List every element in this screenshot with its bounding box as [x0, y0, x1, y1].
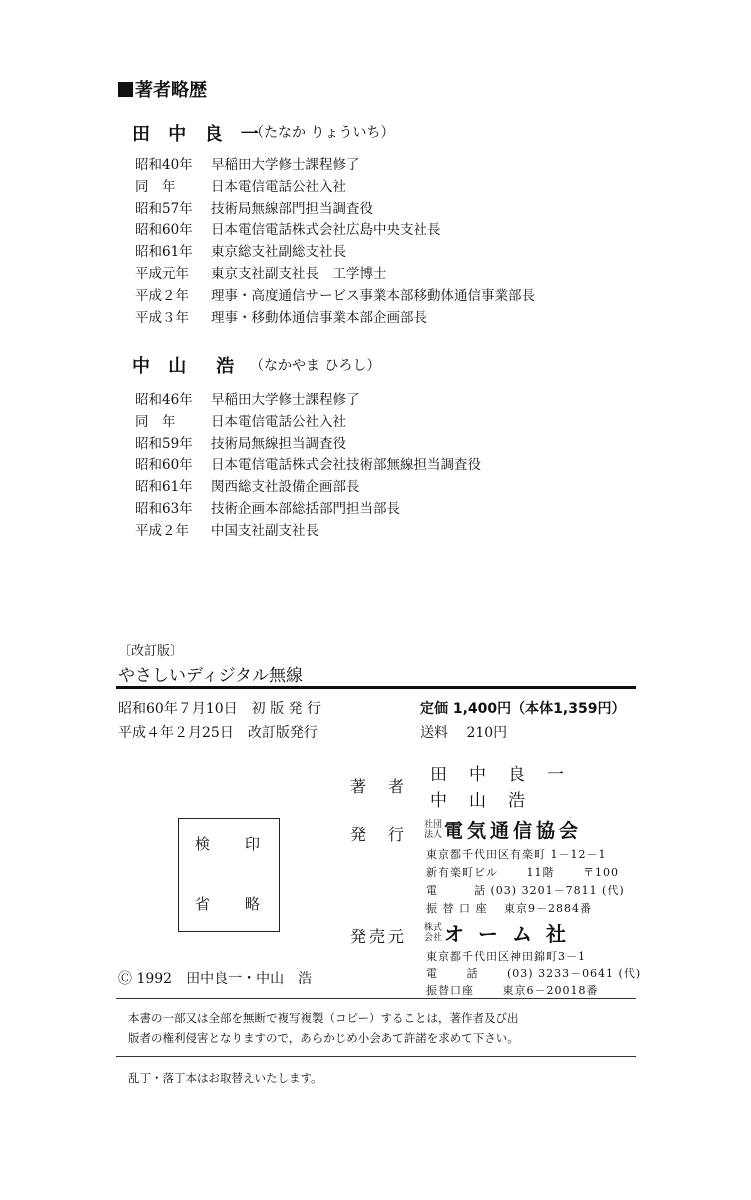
title-rule: [116, 686, 636, 689]
seller-prefix: [424, 923, 442, 943]
publisher-tel: 電 話 (03) 3201－7811 (代): [426, 884, 625, 897]
history-text: 関西総支社設備企画部長: [211, 479, 360, 496]
history-text: 早稲田大学修士課程修了: [211, 392, 360, 408]
publisher-address-1: 東京都千代田区有楽町 1－12－1: [426, 848, 607, 861]
history-year: 平成２年: [135, 522, 189, 539]
author1-reading: （たなか りょういち）: [250, 125, 395, 141]
history-row: [135, 175, 346, 195]
publisher-label: 発 行: [350, 825, 408, 844]
seller-tel: 電 話 (03) 3233－0641 (代): [426, 967, 642, 980]
history-row: [135, 497, 400, 517]
history-text: 東京総支社副総支社長: [211, 244, 346, 261]
square-bullet-icon: [118, 82, 133, 97]
author2-reading: （なかやま ひろし）: [250, 358, 381, 374]
publisher-prefix: [424, 820, 442, 840]
history-year: 昭和60年: [135, 457, 193, 474]
copyright: Ⓒ 1992 田中良一・中山 浩: [118, 971, 313, 987]
history-row: [135, 218, 441, 238]
stamp-char-2: 印: [245, 835, 261, 853]
notice-line-1: 本書の一部又は全部を無断で複写複製（コピー）することは，著作者及び出: [128, 1011, 519, 1025]
author-line-1: 田中良一: [430, 765, 586, 785]
notice-line-2: 版者の権利侵害となりますので，あらかじめ小会あて許諾を求めて下さい。: [128, 1031, 519, 1045]
stamp-char-1: 検: [195, 835, 211, 853]
shipping: 送料 210円: [420, 725, 508, 741]
seller-prefix-bottom: 会社: [424, 932, 443, 943]
seller-transfer: 振替口座 東京6－20018番: [426, 984, 599, 997]
history-year: 昭和61年: [135, 244, 193, 261]
history-row: [135, 519, 319, 539]
history-text: 早稲田大学修士課程修了: [211, 157, 360, 173]
history-row: [135, 284, 535, 304]
history-year: 昭和59年: [135, 435, 193, 452]
history-text: 技術局無線担当調査役: [211, 435, 346, 452]
history-year: 昭和40年: [135, 157, 193, 173]
authors-label: 著 者: [350, 777, 408, 796]
history-row: [135, 453, 481, 473]
notice-bottom-rule: [116, 1056, 636, 1057]
history-row: [135, 262, 387, 282]
history-text: 日本電信電話公社入社: [211, 178, 346, 195]
price: 定価 1,400円（本体1,359円）: [420, 701, 626, 717]
edition-tag: 〔改訂版〕: [118, 644, 184, 659]
history-row: [135, 197, 373, 217]
issue-date-2: 平成４年２月25日 改訂版発行: [118, 725, 318, 741]
book-title: やさしいディジタル無線: [118, 666, 303, 686]
section-title: [118, 76, 207, 102]
history-row: [135, 153, 360, 173]
history-year: 平成３年: [135, 309, 189, 326]
history-year: 昭和61年: [135, 479, 193, 496]
history-text: 日本電信電話公社入社: [211, 413, 346, 430]
history-year: 同 年: [135, 413, 176, 430]
publisher-address-2: 新有楽町ビル 11階 〒100: [426, 866, 619, 879]
author2-name: 中 山 浩: [132, 356, 241, 377]
history-year: 昭和63年: [135, 501, 193, 517]
seller-name: オーム社: [444, 922, 581, 946]
history-row: [135, 388, 360, 408]
history-row: [135, 475, 360, 495]
author1-name: 田 中 良 一: [132, 124, 265, 145]
history-text: 東京支社副支社長 工学博士: [211, 266, 387, 282]
history-year: 昭和57年: [135, 200, 193, 217]
history-row: [135, 410, 346, 430]
publisher-prefix-top: 社団: [424, 819, 443, 830]
history-text: 日本電信電話株式会社技術部無線担当調査役: [211, 457, 481, 474]
seller-prefix-top: 株式: [424, 922, 443, 933]
notice-top-rule: [116, 998, 636, 999]
section-title-text: 著者略歴: [135, 80, 207, 101]
history-text: 中国支社副支社長: [211, 522, 319, 539]
history-year: 昭和60年: [135, 222, 193, 239]
history-row: [135, 240, 346, 260]
misprint-notice: 乱丁・落丁本はお取替えいたします。: [128, 1071, 323, 1085]
publisher-name-row: [424, 816, 582, 843]
history-text: 技術企画本部総括部門担当部長: [211, 501, 400, 517]
history-text: 理事・高度通信サービス事業本部移動体通信事業部長: [211, 287, 535, 304]
history-text: 理事・移動体通信事業本部企画部長: [211, 309, 427, 326]
history-year: 平成２年: [135, 287, 189, 304]
history-text: 技術局無線部門担当調査役: [211, 200, 373, 217]
publisher-name: 電気通信協会: [444, 820, 583, 842]
stamp-char-3: 省: [195, 895, 211, 913]
seller-name-row: [424, 918, 580, 947]
issue-date-1: 昭和60年７月10日 初 版 発 行: [118, 701, 321, 717]
history-year: 平成元年: [135, 266, 189, 282]
author-line-2: 中山浩: [430, 791, 547, 811]
publisher-prefix-bottom: 法人: [424, 829, 443, 840]
history-row: [135, 432, 346, 452]
seller-address: 東京都千代田区神田錦町3－1: [426, 950, 586, 963]
history-text: 日本電信電話株式会社広島中央支社長: [211, 222, 441, 239]
history-row: [135, 306, 427, 326]
history-year: 昭和46年: [135, 392, 193, 408]
publisher-transfer: 振 替 口 座 東京9－2884番: [426, 902, 592, 915]
seller-label: 発売元: [350, 927, 408, 946]
history-year: 同 年: [135, 178, 176, 195]
stamp-char-4: 略: [245, 895, 261, 913]
seal-omitted-box: [178, 818, 280, 932]
